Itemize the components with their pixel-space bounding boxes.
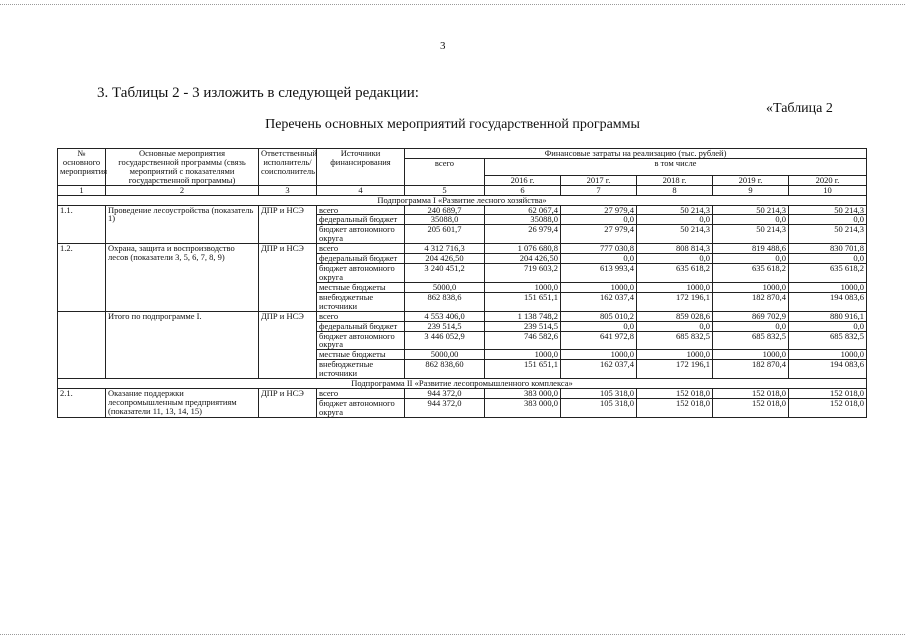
- funding-source: внебюджетные источники: [317, 292, 405, 311]
- amount-year: 746 582,6: [485, 331, 561, 350]
- header-year: 2019 г.: [713, 175, 789, 185]
- amount-year: 151 651,1: [485, 360, 561, 379]
- amount-total: 862 838,60: [405, 360, 485, 379]
- amount-year: 182 870,4: [713, 292, 789, 311]
- amount-total: 5000,00: [405, 350, 485, 360]
- amount-year: 172 196,1: [637, 292, 713, 311]
- amount-year: 0,0: [789, 321, 867, 331]
- amount-year: 635 618,2: [789, 264, 867, 283]
- amount-year: 62 067,4: [485, 205, 561, 215]
- amount-year: 0,0: [561, 215, 637, 225]
- amount-total: 4 312 716,3: [405, 244, 485, 254]
- amount-year: 35088,0: [485, 215, 561, 225]
- funding-source: федеральный бюджет: [317, 321, 405, 331]
- amount-year: 50 214,3: [637, 225, 713, 244]
- amount-year: 819 488,6: [713, 244, 789, 254]
- column-index: 1: [58, 185, 106, 195]
- header-total: всего: [405, 158, 485, 185]
- amount-year: 685 832,5: [637, 331, 713, 350]
- amount-year: 805 010,2: [561, 311, 637, 321]
- amount-year: 1000,0: [713, 282, 789, 292]
- amount-year: 1000,0: [561, 282, 637, 292]
- measure-name: Проведение лесоустройства (показатель 1): [106, 205, 259, 244]
- measure-block: [58, 244, 867, 311]
- measure-number: [58, 311, 106, 378]
- amount-year: 613 993,4: [561, 264, 637, 283]
- amount-year: 105 318,0: [561, 389, 637, 399]
- amount-year: 0,0: [561, 321, 637, 331]
- amount-year: 1 076 680,8: [485, 244, 561, 254]
- measure-responsible: ДПР и НСЭ: [259, 311, 317, 378]
- amount-year: 0,0: [713, 321, 789, 331]
- amount-year: 880 916,1: [789, 311, 867, 321]
- amount-year: 194 083,6: [789, 360, 867, 379]
- amount-year: 182 870,4: [713, 360, 789, 379]
- amount-year: 239 514,5: [485, 321, 561, 331]
- amount-year: 50 214,3: [713, 225, 789, 244]
- header-including: в том числе: [485, 158, 867, 175]
- funding-source: всего: [317, 205, 405, 215]
- amount-year: 383 000,0: [485, 398, 561, 417]
- measure-block: [58, 389, 867, 418]
- measure-block: [58, 205, 867, 244]
- amount-total: 3 446 052,9: [405, 331, 485, 350]
- header-responsible: Ответственный исполнитель/соисполнитель: [259, 149, 317, 186]
- amount-year: 152 018,0: [637, 398, 713, 417]
- amount-year: 1000,0: [485, 282, 561, 292]
- header-row-1: [58, 149, 867, 159]
- measure-responsible: ДПР и НСЭ: [259, 205, 317, 244]
- table-row: [58, 205, 867, 215]
- amount-year: 808 814,3: [637, 244, 713, 254]
- amount-year: 152 018,0: [713, 389, 789, 399]
- funding-source: всего: [317, 244, 405, 254]
- funding-source: бюджет автономного округа: [317, 331, 405, 350]
- measure-name: Охрана, защита и воспроизводство лесов (показатели 3, 5, 6, 7, 8, 9): [106, 244, 259, 311]
- page-number: 3: [440, 40, 446, 52]
- amount-year: 26 979,4: [485, 225, 561, 244]
- amount-year: 0,0: [637, 215, 713, 225]
- section-heading: 3. Таблицы 2 - 3 изложить в следующей редакции:: [97, 85, 419, 101]
- column-index: 4: [317, 185, 405, 195]
- amount-year: 777 030,8: [561, 244, 637, 254]
- measure-name: Оказание поддержки лесопромышленным предприятиям (показатели 11, 13, 14, 15): [106, 389, 259, 418]
- scan-edge-top: [0, 4, 905, 5]
- column-index: 2: [106, 185, 259, 195]
- header-source: Источники финансирования: [317, 149, 405, 186]
- amount-year: 0,0: [561, 254, 637, 264]
- amount-year: 1000,0: [713, 350, 789, 360]
- amount-year: 151 651,1: [485, 292, 561, 311]
- subprogram-title: Подпрограмма II «Развитие лесопромышленного комплекса»: [58, 379, 867, 389]
- amount-year: 641 972,8: [561, 331, 637, 350]
- table-row: [58, 389, 867, 399]
- amount-year: 383 000,0: [485, 389, 561, 399]
- amount-year: 194 083,6: [789, 292, 867, 311]
- amount-year: 685 832,5: [789, 331, 867, 350]
- subprogram-row: [58, 379, 867, 389]
- amount-year: 162 037,4: [561, 292, 637, 311]
- amount-year: 859 028,6: [637, 311, 713, 321]
- amount-year: 204 426,50: [485, 254, 561, 264]
- amount-year: 152 018,0: [789, 398, 867, 417]
- amount-year: 1000,0: [789, 282, 867, 292]
- header-year: 2016 г.: [485, 175, 561, 185]
- amount-year: 27 979,4: [561, 225, 637, 244]
- amount-year: 172 196,1: [637, 360, 713, 379]
- amount-year: 830 701,8: [789, 244, 867, 254]
- amount-total: 204 426,50: [405, 254, 485, 264]
- amount-year: 0,0: [713, 215, 789, 225]
- amount-year: 1000,0: [789, 350, 867, 360]
- amount-total: 240 689,7: [405, 205, 485, 215]
- amount-year: 0,0: [637, 254, 713, 264]
- document-title: Перечень основных мероприятий государственной программы: [265, 117, 640, 132]
- amount-total: 5000,0: [405, 282, 485, 292]
- amount-total: 239 514,5: [405, 321, 485, 331]
- column-index: 3: [259, 185, 317, 195]
- measure-responsible: ДПР и НСЭ: [259, 389, 317, 418]
- column-index: 10: [789, 185, 867, 195]
- table-row: [58, 244, 867, 254]
- amount-year: 1000,0: [637, 350, 713, 360]
- column-index: 6: [485, 185, 561, 195]
- header-finance: Финансовые затраты на реализацию (тыс. рублей): [405, 149, 867, 159]
- funding-source: всего: [317, 311, 405, 321]
- measure-number: 1.2.: [58, 244, 106, 311]
- amount-total: 35088,0: [405, 215, 485, 225]
- amount-total: 944 372,0: [405, 398, 485, 417]
- funding-source: местные бюджеты: [317, 350, 405, 360]
- funding-source: местные бюджеты: [317, 282, 405, 292]
- amount-year: 152 018,0: [713, 398, 789, 417]
- table-row: [58, 311, 867, 321]
- amount-year: 105 318,0: [561, 398, 637, 417]
- amount-year: 0,0: [713, 254, 789, 264]
- header-num: № основного мероприятия: [58, 149, 106, 186]
- amount-total: 3 240 451,2: [405, 264, 485, 283]
- subprogram-row: [58, 195, 867, 205]
- funding-source: бюджет автономного округа: [317, 225, 405, 244]
- funding-source: федеральный бюджет: [317, 254, 405, 264]
- funding-source: всего: [317, 389, 405, 399]
- amount-year: 1000,0: [637, 282, 713, 292]
- amount-total: 944 372,0: [405, 389, 485, 399]
- column-index: 9: [713, 185, 789, 195]
- header-measure: Основные мероприятия государственной программы (связь мероприятий с показателями государственной программы): [106, 149, 259, 186]
- amount-year: 685 832,5: [713, 331, 789, 350]
- amount-year: 1000,0: [561, 350, 637, 360]
- subprogram-title: Подпрограмма I «Развитие лесного хозяйства»: [58, 195, 867, 205]
- funding-source: бюджет автономного округа: [317, 264, 405, 283]
- header-year: 2020 г.: [789, 175, 867, 185]
- measure-name: Итого по подпрограмме I.: [106, 311, 259, 378]
- column-index: 7: [561, 185, 637, 195]
- amount-year: 0,0: [637, 321, 713, 331]
- column-index-row: [58, 185, 867, 195]
- amount-total: 862 838,6: [405, 292, 485, 311]
- amount-year: 635 618,2: [713, 264, 789, 283]
- amount-year: 152 018,0: [637, 389, 713, 399]
- amount-year: 50 214,3: [713, 205, 789, 215]
- amount-year: 719 603,2: [485, 264, 561, 283]
- amount-year: 0,0: [789, 254, 867, 264]
- amount-total: 205 601,7: [405, 225, 485, 244]
- amount-year: 27 979,4: [561, 205, 637, 215]
- amount-total: 4 553 406,0: [405, 311, 485, 321]
- header-year: 2017 г.: [561, 175, 637, 185]
- header-year: 2018 г.: [637, 175, 713, 185]
- funding-source: федеральный бюджет: [317, 215, 405, 225]
- amount-year: 869 702,9: [713, 311, 789, 321]
- column-index: 5: [405, 185, 485, 195]
- amount-year: 635 618,2: [637, 264, 713, 283]
- scan-edge-bottom: [0, 634, 905, 635]
- amount-year: 50 214,3: [789, 205, 867, 215]
- funding-source: бюджет автономного округа: [317, 398, 405, 417]
- table-tag: «Таблица 2: [766, 101, 833, 116]
- measure-number: 1.1.: [58, 205, 106, 244]
- amount-year: 1000,0: [485, 350, 561, 360]
- funding-source: внебюджетные источники: [317, 360, 405, 379]
- amount-year: 162 037,4: [561, 360, 637, 379]
- amount-year: 1 138 748,2: [485, 311, 561, 321]
- amount-year: 0,0: [789, 215, 867, 225]
- program-table: [57, 148, 867, 418]
- amount-year: 50 214,3: [789, 225, 867, 244]
- measure-number: 2.1.: [58, 389, 106, 418]
- amount-year: 50 214,3: [637, 205, 713, 215]
- measure-responsible: ДПР и НСЭ: [259, 244, 317, 311]
- column-index: 8: [637, 185, 713, 195]
- measure-block: [58, 311, 867, 378]
- amount-year: 152 018,0: [789, 389, 867, 399]
